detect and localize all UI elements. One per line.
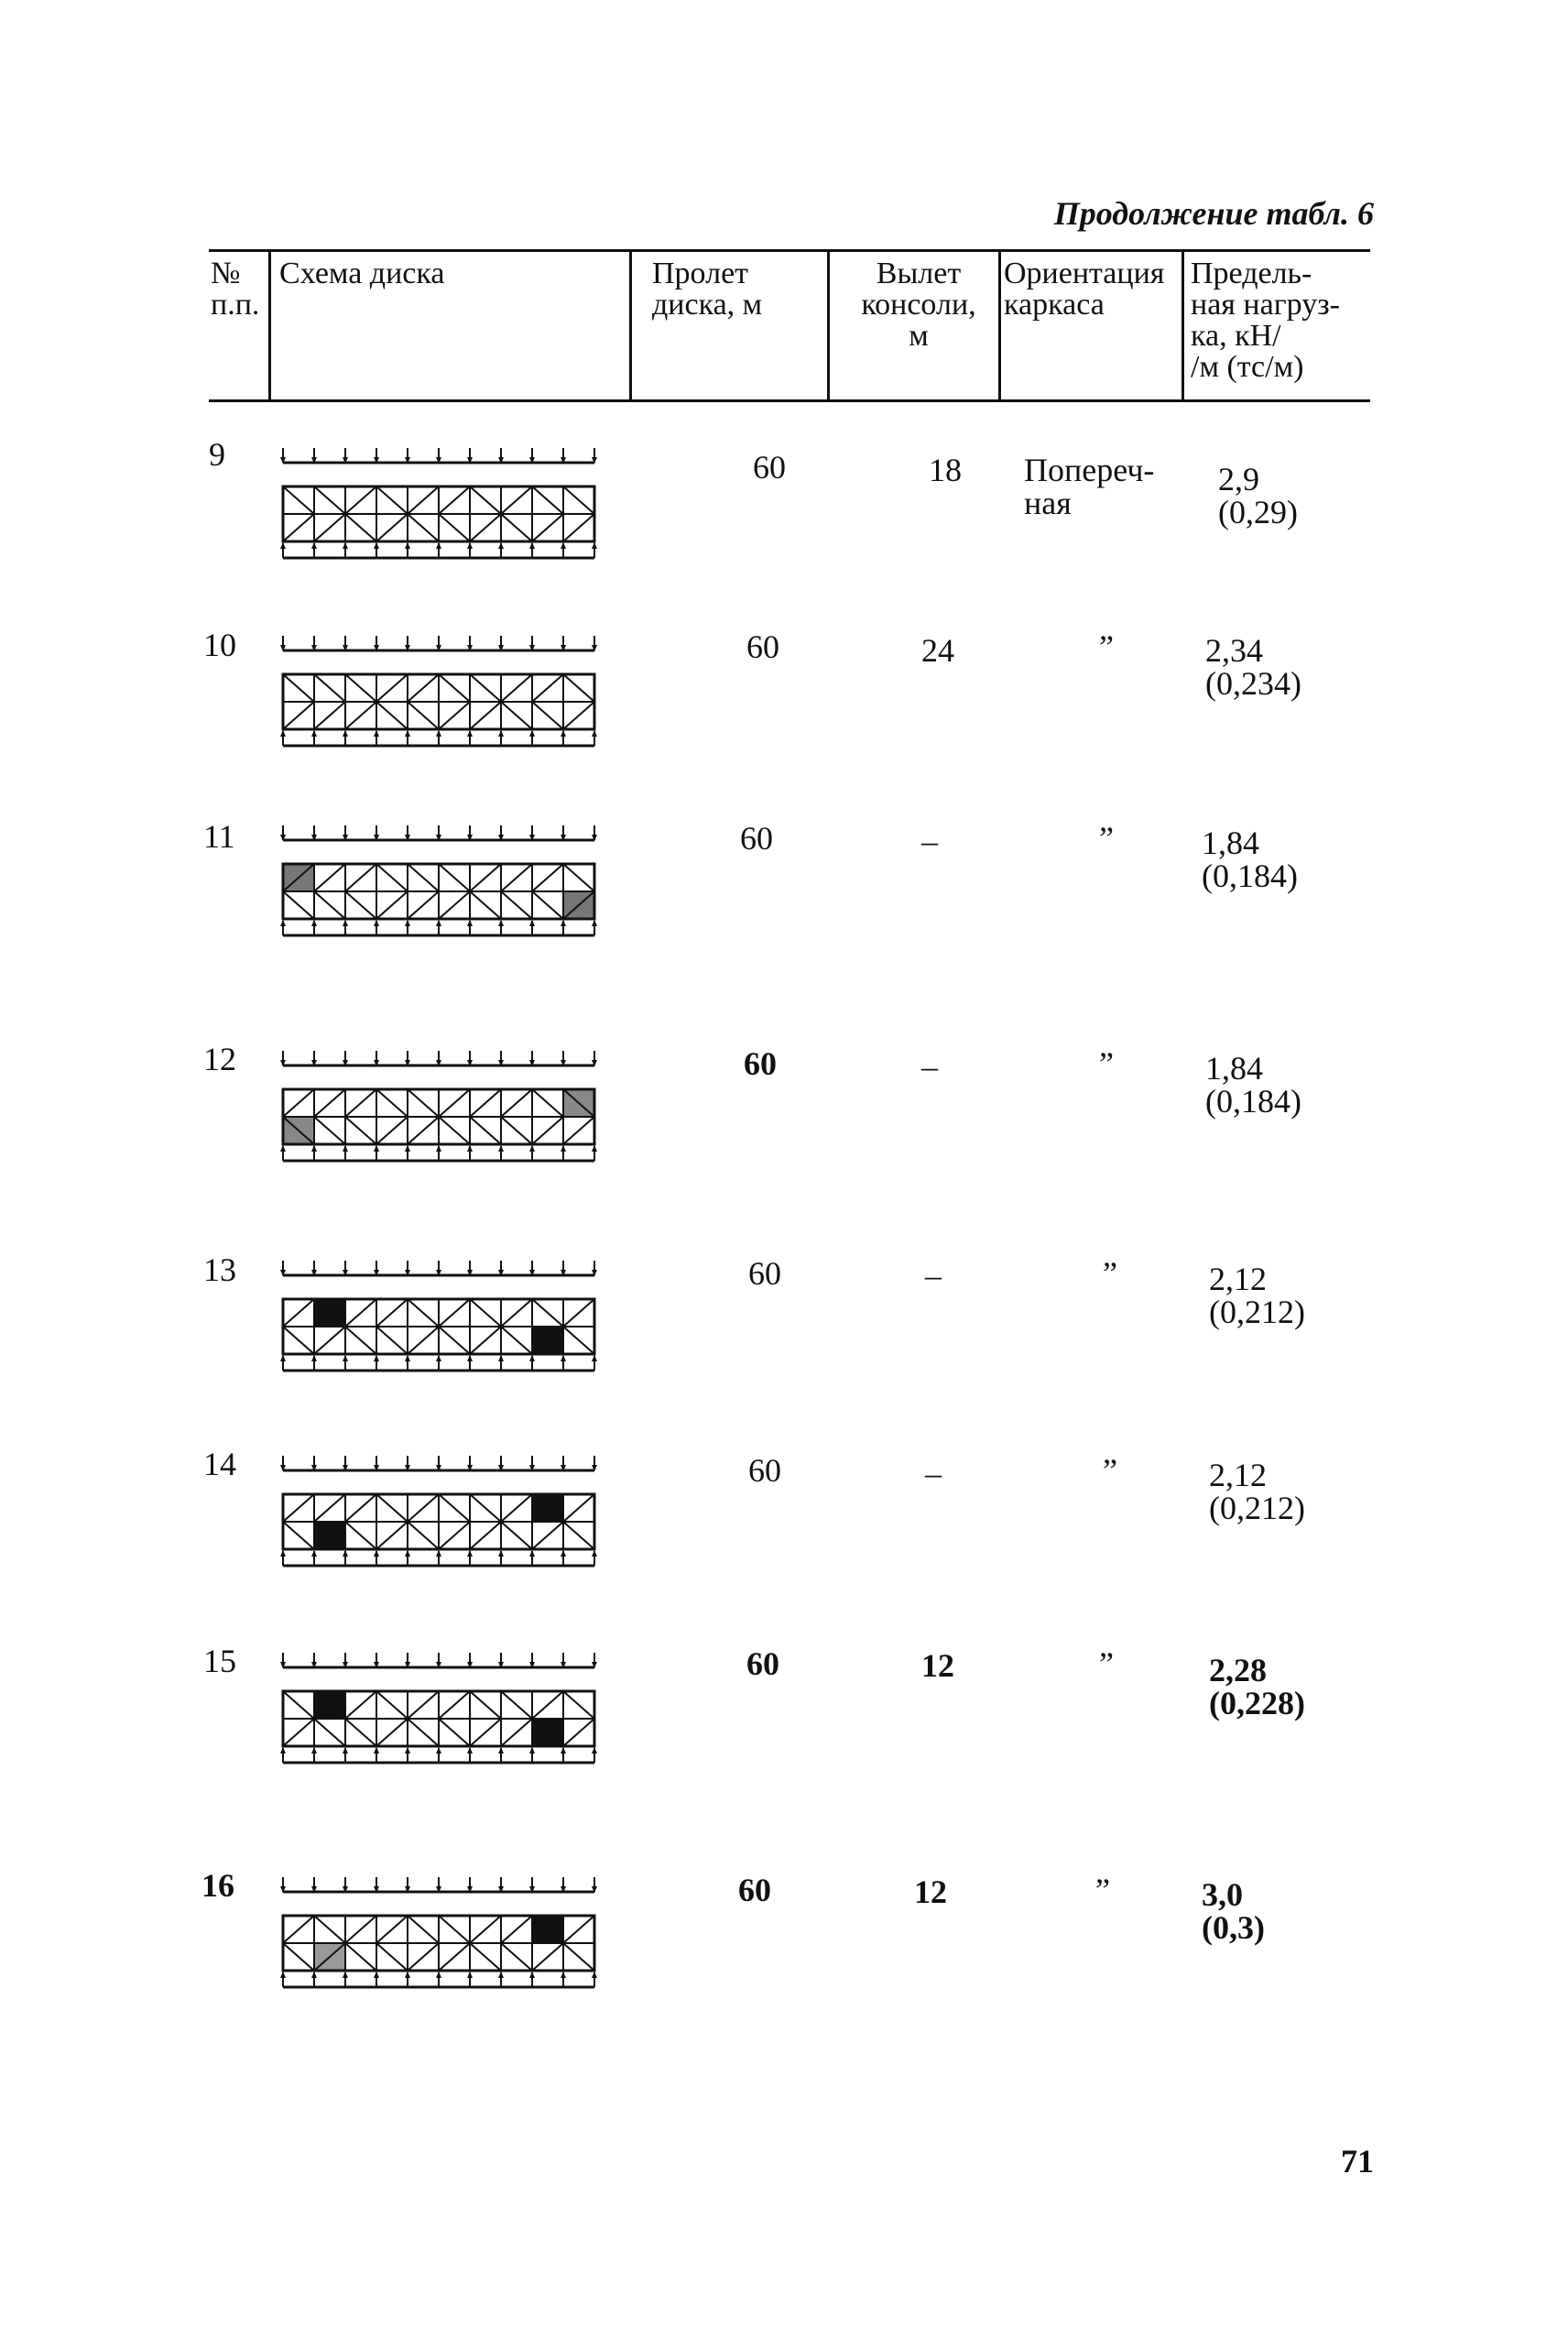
header-orientation: Ориентация каркаса — [1004, 257, 1165, 322]
disk-scheme — [279, 1257, 627, 1394]
cantilever-value: – — [921, 1048, 938, 1085]
disk-scheme — [279, 1649, 627, 1786]
disk-scheme — [279, 632, 627, 770]
disk-scheme — [279, 1452, 627, 1590]
disk-scheme — [279, 1874, 627, 2011]
load-value: 2,12 (0,212) — [1209, 1261, 1305, 1330]
span-value: 60 — [744, 1045, 777, 1082]
load-value: 1,84 (0,184) — [1205, 1050, 1301, 1120]
disk-scheme — [279, 1047, 627, 1185]
column-divider — [827, 249, 830, 402]
disk-scheme-drawing — [279, 1047, 627, 1185]
cantilever-value: – — [925, 1257, 942, 1294]
row-number: 12 — [203, 1041, 236, 1077]
cantilever-value: 12 — [921, 1647, 954, 1684]
cantilever-value: – — [925, 1455, 942, 1491]
row-number: 16 — [201, 1867, 234, 1904]
column-divider — [629, 249, 632, 402]
column-divider — [268, 249, 271, 402]
orientation-value: ” — [1099, 628, 1114, 665]
table-caption: Продолжение табл. 6 — [1053, 195, 1374, 232]
load-value: 2,28 (0,228) — [1209, 1652, 1305, 1721]
cantilever-value: 18 — [929, 452, 962, 488]
header-bottom-rule — [209, 399, 1370, 402]
disk-scheme-drawing — [279, 1649, 627, 1786]
row-number: 14 — [203, 1446, 236, 1482]
cantilever-value: 24 — [921, 632, 954, 669]
cantilever-value: – — [921, 823, 938, 859]
orientation-value: Попереч- ная — [1024, 452, 1155, 521]
header-load: Предель- ная нагруз- ка, кН/ /м (тс/м) — [1191, 257, 1340, 384]
span-value: 60 — [738, 1872, 771, 1908]
orientation-value: ” — [1095, 1872, 1110, 1908]
span-value: 60 — [748, 1255, 781, 1292]
disk-scheme — [279, 822, 627, 959]
orientation-value: ” — [1099, 820, 1114, 857]
orientation-value: ” — [1103, 1452, 1117, 1489]
span-value: 60 — [753, 449, 786, 486]
row-number: 13 — [203, 1251, 236, 1288]
header-span: Пролет диска, м — [652, 257, 763, 322]
row-number: 10 — [203, 627, 236, 663]
page-number: 71 — [1341, 2143, 1374, 2180]
header-top-rule — [209, 249, 1370, 252]
disk-scheme-drawing — [279, 632, 627, 770]
disk-scheme-drawing — [279, 1452, 627, 1590]
load-value: 2,12 (0,212) — [1209, 1457, 1305, 1526]
disk-scheme — [279, 444, 627, 582]
row-number: 9 — [209, 436, 225, 473]
orientation-value: ” — [1099, 1645, 1114, 1682]
cantilever-value: 12 — [914, 1874, 947, 1910]
header-number: № п.п. — [211, 257, 260, 322]
orientation-value: ” — [1099, 1045, 1114, 1082]
span-value: 60 — [740, 820, 773, 857]
row-number: 11 — [203, 818, 235, 855]
header-cantilever: Вылет консоли, м — [861, 257, 976, 353]
span-value: 60 — [746, 1645, 779, 1682]
disk-scheme-drawing — [279, 822, 627, 959]
load-value: 2,9 (0,29) — [1218, 461, 1298, 530]
load-value: 2,34 (0,234) — [1205, 632, 1301, 702]
load-value: 1,84 (0,184) — [1202, 825, 1298, 894]
column-divider — [998, 249, 1001, 402]
span-value: 60 — [746, 628, 779, 665]
load-value: 3,0 (0,3) — [1202, 1876, 1265, 1946]
row-number: 15 — [203, 1643, 236, 1679]
disk-scheme-drawing — [279, 1257, 627, 1394]
disk-scheme-drawing — [279, 1874, 627, 2011]
disk-scheme-drawing — [279, 444, 627, 582]
header-scheme: Схема диска — [279, 257, 445, 290]
span-value: 60 — [748, 1452, 781, 1489]
orientation-value: ” — [1103, 1255, 1117, 1292]
